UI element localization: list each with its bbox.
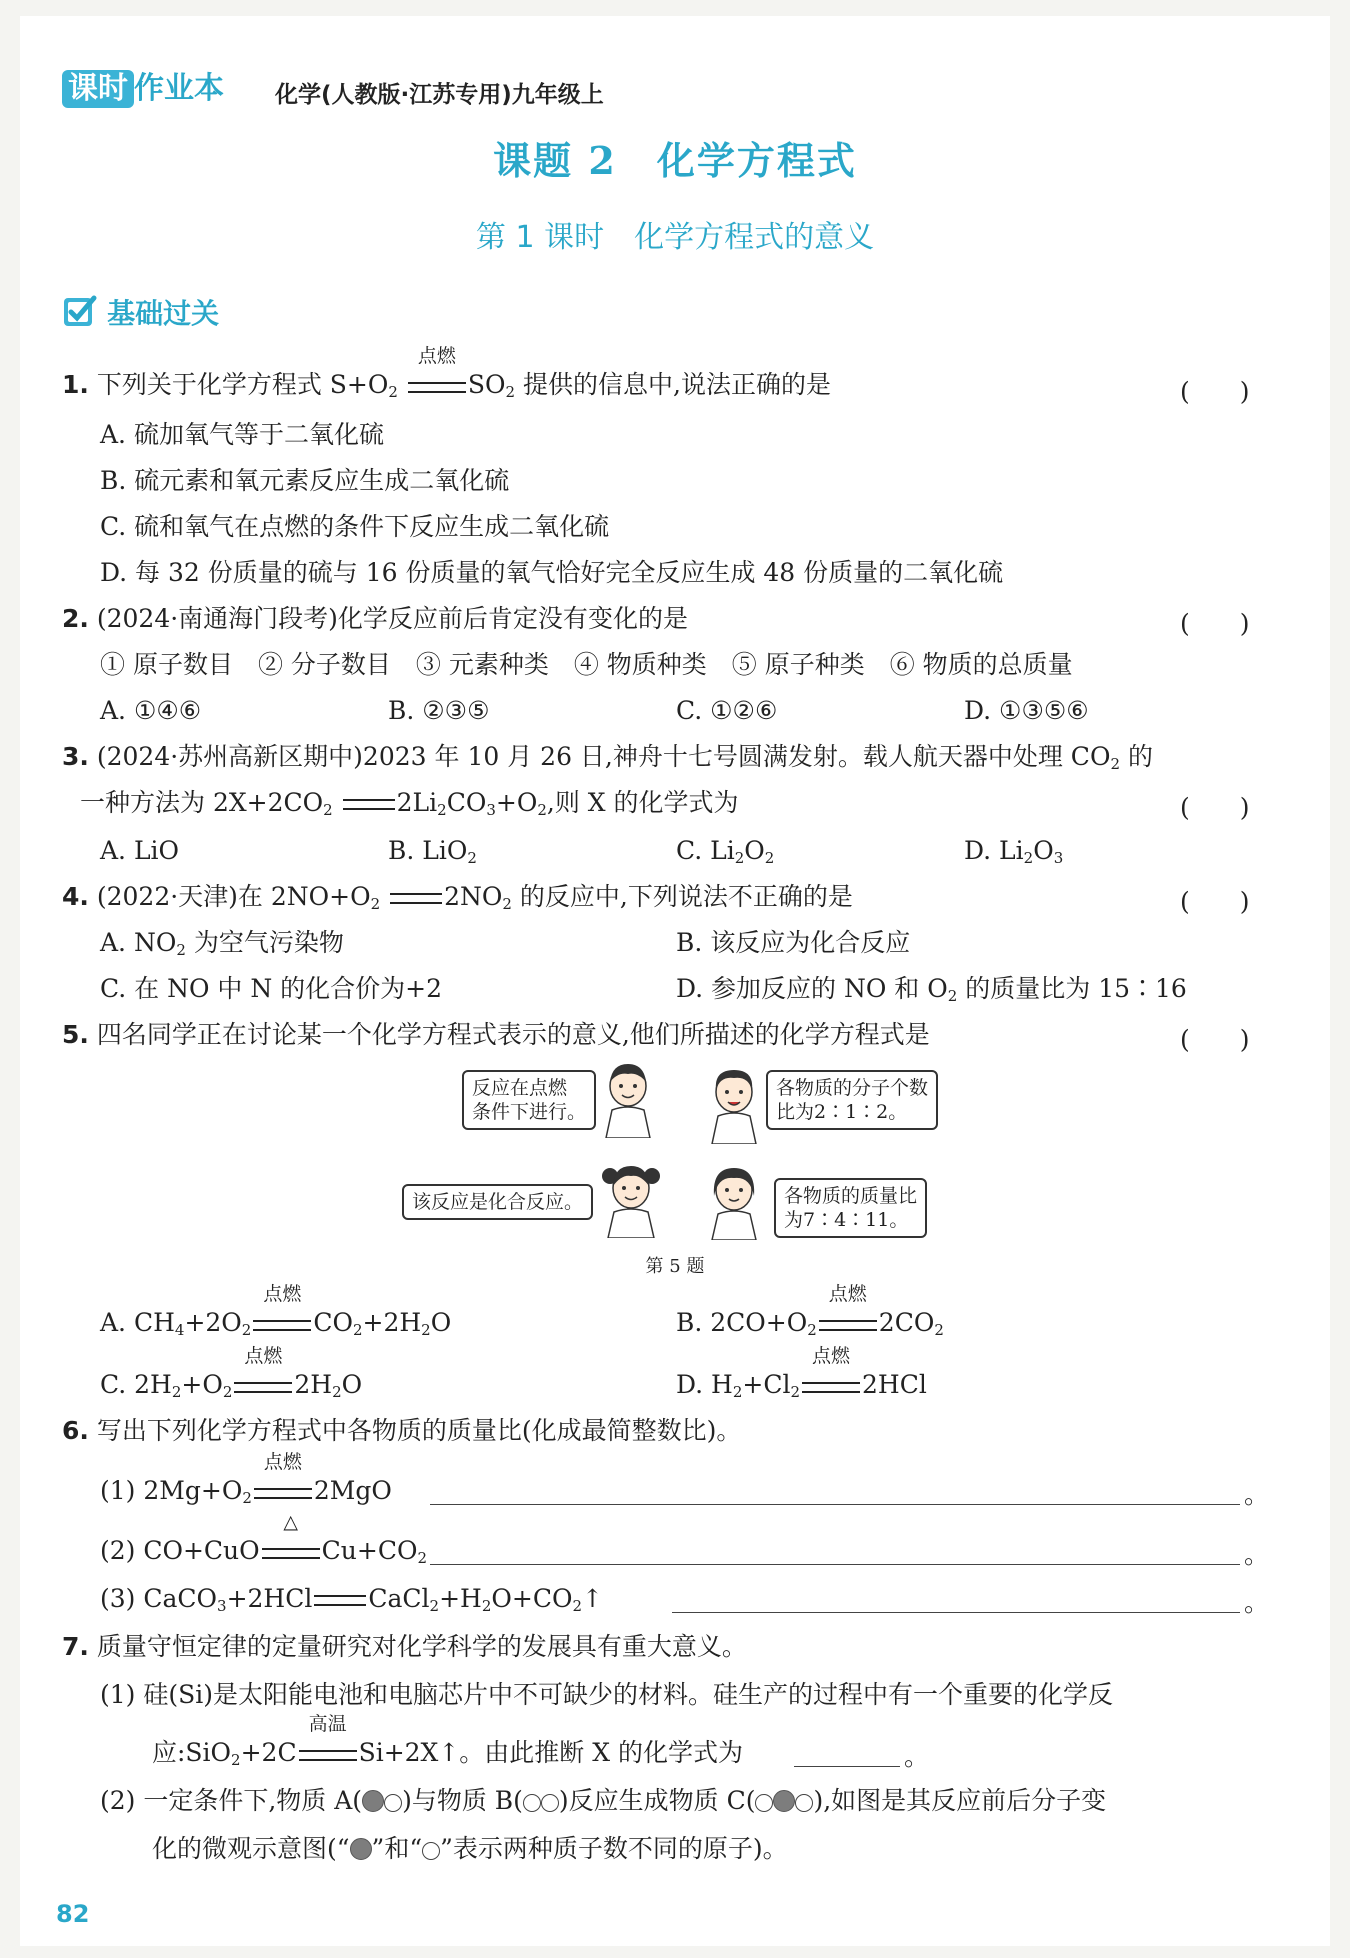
q4-option-c[interactable]: C. 在 NO 中 N 的化合价为+2 [100, 974, 443, 1003]
q6-item-1: (1) $2Mg+O_2$ 点燃 2MgO [100, 1474, 392, 1508]
q3-stem-line1: 3. (2024·苏州高新区期中)2023 年 10 月 26 日,神舟十七号圆满发射。载人航天器中处理 $CO_2$ 的 [62, 742, 1153, 773]
speech-bubble-1 [462, 1070, 596, 1130]
q7-part1-line1: (1) 硅(Si)是太阳能电池和电脑芯片中不可缺少的材料。硅生产的过程中有一个重要的化学反 [100, 1680, 1113, 1709]
q6-2-condition-label: △ [283, 1511, 298, 1533]
girl-2-illustration [704, 1160, 764, 1240]
header-logo [62, 70, 224, 110]
q5-number: 5. [62, 1020, 89, 1049]
q4-equals [390, 893, 442, 904]
bubble-3-line-1: 该反应是化合反应。 [412, 1191, 584, 1213]
boy-2-illustration [704, 1064, 764, 1144]
white-atom-icon [422, 1842, 440, 1860]
q7-p1-text-b: 应:SiO [152, 1738, 232, 1767]
q2-number: 2. [62, 604, 89, 633]
q4-text-mid: 2NO [444, 882, 503, 911]
q6-end-3: 。 [1244, 1588, 1270, 1617]
boy-1-illustration [598, 1058, 658, 1138]
q1-option-a[interactable]: A. 硫加氧气等于二氧化硫 [100, 420, 384, 449]
q3-option-b-text: B. LiO [388, 836, 468, 865]
q5-text: 四名同学正在讨论某一个化学方程式表示的意义,他们所描述的化学方程式是 [96, 1020, 930, 1049]
q4-option-a-text: A. NO [100, 928, 177, 957]
q5-b-condition [819, 1283, 877, 1331]
molecule-c-icon [755, 1786, 813, 1815]
q5-a-condition-label: 点燃 [263, 1283, 302, 1305]
q1-answer-paren[interactable]: ( ) [1180, 377, 1250, 406]
q4-option-d-post: 的质量比为 15∶16 [965, 974, 1187, 1003]
q5-b-condition-label: 点燃 [828, 1283, 867, 1305]
q4-option-b[interactable]: B. 该反应为化合反应 [676, 928, 911, 957]
q7-stem [62, 1630, 747, 1664]
q7-number: 7. [62, 1632, 89, 1661]
section-label: 基础过关 [107, 297, 220, 330]
q7-text: 质量守恒定律的定量研究对化学科学的发展具有重大意义。 [96, 1632, 747, 1661]
q3-option-c[interactable]: C. $Li_2O_2$ [676, 836, 775, 867]
q3-option-a[interactable]: A. LiO [100, 836, 180, 865]
bubble-4-line-2: 为7∶4∶11。 [784, 1209, 909, 1231]
q5-option-c[interactable]: C. $2H_2+O_2$ 点燃 $2H_2O$ [100, 1368, 362, 1402]
q6-text: 写出下列化学方程式中各物质的质量比(化成最简整数比)。 [96, 1416, 742, 1445]
bubble-2-line-2: 比为2∶1∶2。 [776, 1101, 908, 1123]
q3-equals [343, 799, 395, 810]
q3-text-1-end: 的 [1127, 742, 1153, 771]
q5-option-b[interactable]: B. $2CO+O_2$ 点燃 $2CO_2$ [676, 1306, 944, 1340]
q5-answer-paren[interactable]: ( ) [1180, 1025, 1250, 1054]
q7-part2-line2 [152, 1832, 788, 1866]
q3-number: 3. [62, 742, 89, 771]
q5-option-a[interactable]: A. $CH_4+2O_2$ 点燃 $CO_2+2H_2O$ [100, 1306, 451, 1340]
q2-option-c[interactable]: C. ①②⑥ [676, 696, 778, 725]
q3-stem-line2: 一种方法为 $2X+2CO_2$ $2Li_2CO_3+O_2$,则 X 的化学式为 [80, 788, 739, 819]
q4-option-d[interactable]: D. 参加反应的 NO 和 $O_2$ 的质量比为 15∶16 [676, 974, 1187, 1005]
q7-p2-text-d: ),如图是其反应前后分子变 [813, 1786, 1107, 1815]
q6-stem [62, 1414, 741, 1448]
q7-p1-end: 。 [904, 1742, 930, 1771]
q2-items: ① 原子数目 ② 分子数目 ③ 元素种类 ④ 物质种类 ⑤ 原子种类 ⑥ 物质的总质量 [100, 650, 1073, 679]
bubble-1-line-1: 反应在点燃 [472, 1077, 568, 1099]
q5-stem [62, 1018, 930, 1052]
q4-option-d-text: D. 参加反应的 NO 和 O [676, 974, 948, 1003]
q6-answer-line-2[interactable] [430, 1564, 1240, 1565]
q3-option-d[interactable]: D. $Li_2O_3$ [964, 836, 1064, 867]
q3-text-1: (2024·苏州高新区期中)2023 年 10 月 26 日,神舟十七号圆满发射。载人航天器中处理 CO [96, 742, 1111, 771]
q6-end-1: 。 [1244, 1480, 1270, 1509]
q5-caption: 第 5 题 [645, 1256, 705, 1277]
q6-1-condition [254, 1451, 312, 1499]
bubble-2-line-1: 各物质的分子个数 [776, 1077, 929, 1099]
q6-1-condition-label: 点燃 [263, 1451, 302, 1473]
q3-option-c-text: C. Li [676, 836, 735, 865]
q5-c-condition [234, 1345, 292, 1393]
q6-item-3: (3) CaCO$_3$+2HCl $CaCl_2+H_2O+CO_2↑$ [100, 1584, 603, 1615]
q4-number: 4. [62, 882, 89, 911]
q3-option-b[interactable]: B. LiO$_2$ [388, 836, 477, 867]
q6-number: 6. [62, 1416, 89, 1445]
q4-stem: 4. (2022·天津)在 $2NO+O_2$ $2NO_2$ 的反应中,下列说法不正确的是 [62, 882, 853, 913]
molecule-b-icon [523, 1786, 559, 1815]
q1-condition [408, 345, 466, 393]
q1-number: 1. [62, 370, 89, 399]
q4-text-pre: (2022·天津)在 2NO+O [96, 882, 371, 911]
q3-text-2e: ,则 X 的化学式为 [546, 788, 739, 817]
q1-text-pre: 下列关于化学方程式 S+O [96, 370, 389, 399]
lesson-subtitle: 第 1 课时 化学方程式的意义 [475, 220, 875, 255]
q7-p2-text-g: ”表示两种质子数不同的原子)。 [440, 1834, 788, 1863]
q3-text-2d: +O [495, 788, 538, 817]
q1-option-d[interactable]: D. 每 32 份质量的硫与 16 份质量的氧气恰好完全反应生成 48 份质量的二氧化硫 [100, 558, 1004, 587]
q4-answer-paren[interactable]: ( ) [1180, 887, 1250, 916]
q5-a-condition [253, 1283, 311, 1331]
checkbox-icon [62, 294, 98, 330]
q1-stem: 1. 下列关于化学方程式 $S+O_2$ 点燃 $SO_2$ 提供的信息中,说法正确的是 [62, 368, 831, 402]
q3-text-2a: 一种方法为 2X+2CO [80, 788, 324, 817]
logo-text: 作业本 [134, 71, 224, 106]
girl-1-illustration [596, 1158, 666, 1238]
q6-answer-line-1[interactable] [430, 1504, 1240, 1505]
q7-p1-text-d: Si+2X↑。由此推断 X 的化学式为 [358, 1738, 743, 1767]
section-heading [62, 292, 219, 332]
q2-option-b[interactable]: B. ②③⑤ [388, 696, 490, 725]
q7-p1-text-c: +2C [240, 1738, 297, 1767]
q5-d-condition [802, 1345, 860, 1393]
q2-answer-paren[interactable]: ( ) [1180, 609, 1250, 638]
q2-text: (2024·南通海门段考)化学反应前后肯定没有变化的是 [96, 604, 688, 633]
q4-option-a-post: 为空气污染物 [193, 928, 344, 957]
speech-bubble-3 [402, 1184, 593, 1220]
speech-bubble-4 [774, 1178, 927, 1238]
q2-stem [62, 602, 688, 636]
q6-item-2: (2) CO+CuO △ $Cu+CO_2$ [100, 1534, 427, 1568]
q3-text-2c: CO [446, 788, 487, 817]
q6-end-2: 。 [1244, 1540, 1270, 1569]
bubble-1-line-2: 条件下进行。 [472, 1101, 587, 1123]
q5-d-condition-label: 点燃 [812, 1345, 851, 1367]
q7-condition-label: 高温 [308, 1713, 347, 1735]
header-subject: 化学(人教版·江苏专用)九年级上 [275, 82, 604, 108]
q7-part2-line1 [100, 1784, 1106, 1818]
q7-p2-text-e: 化的微观示意图(“ [152, 1834, 350, 1863]
q7-p2-text-f: ”和“ [371, 1834, 423, 1863]
page-number: 82 [56, 1900, 90, 1928]
molecule-a-icon [362, 1786, 402, 1815]
q3-text-2b: 2Li [396, 788, 438, 817]
bubble-4-line-1: 各物质的质量比 [784, 1185, 918, 1207]
q7-answer-line[interactable] [794, 1766, 900, 1767]
q7-p2-text-b: )与物质 B( [402, 1786, 523, 1815]
q3-option-d-text: D. Li [964, 836, 1024, 865]
q1-text-post: 提供的信息中,说法正确的是 [523, 370, 831, 399]
q1-condition-label: 点燃 [417, 345, 456, 367]
q5-c-condition-label: 点燃 [244, 1345, 283, 1367]
gray-atom-icon [350, 1838, 372, 1860]
page-title: 课题 2 化学方程式 [493, 138, 857, 183]
q2-option-d[interactable]: D. ①③⑤⑥ [964, 696, 1089, 725]
q1-option-c[interactable]: C. 硫和氧气在点燃的条件下反应生成二氧化硫 [100, 512, 610, 541]
q6-2-condition [262, 1511, 320, 1559]
q4-option-a[interactable]: A. $NO_2$ 为空气污染物 [100, 928, 344, 959]
q1-option-b[interactable]: B. 硫元素和氧元素反应生成二氧化硫 [100, 466, 510, 495]
q4-text-post: 的反应中,下列说法不正确的是 [519, 882, 853, 911]
speech-bubble-2 [766, 1070, 938, 1130]
q5-option-d[interactable]: D. $H_2+Cl_2$ 点燃 2HCl [676, 1368, 927, 1402]
q6-answer-line-3[interactable] [672, 1612, 1240, 1613]
q7-part1-line2: 应:SiO$_2$+2C 高温 Si+2X↑。由此推断 X 的化学式为 [152, 1736, 743, 1770]
q7-p2-text-a: (2) 一定条件下,物质 A( [100, 1786, 363, 1815]
q3-answer-paren[interactable]: ( ) [1180, 793, 1250, 822]
logo-box: 课时 [62, 70, 134, 108]
q2-option-a[interactable]: A. ①④⑥ [100, 696, 202, 725]
q7-p2-text-c: )反应生成物质 C( [558, 1786, 756, 1815]
q7-condition [299, 1713, 357, 1761]
q6-3-equals [314, 1595, 366, 1606]
